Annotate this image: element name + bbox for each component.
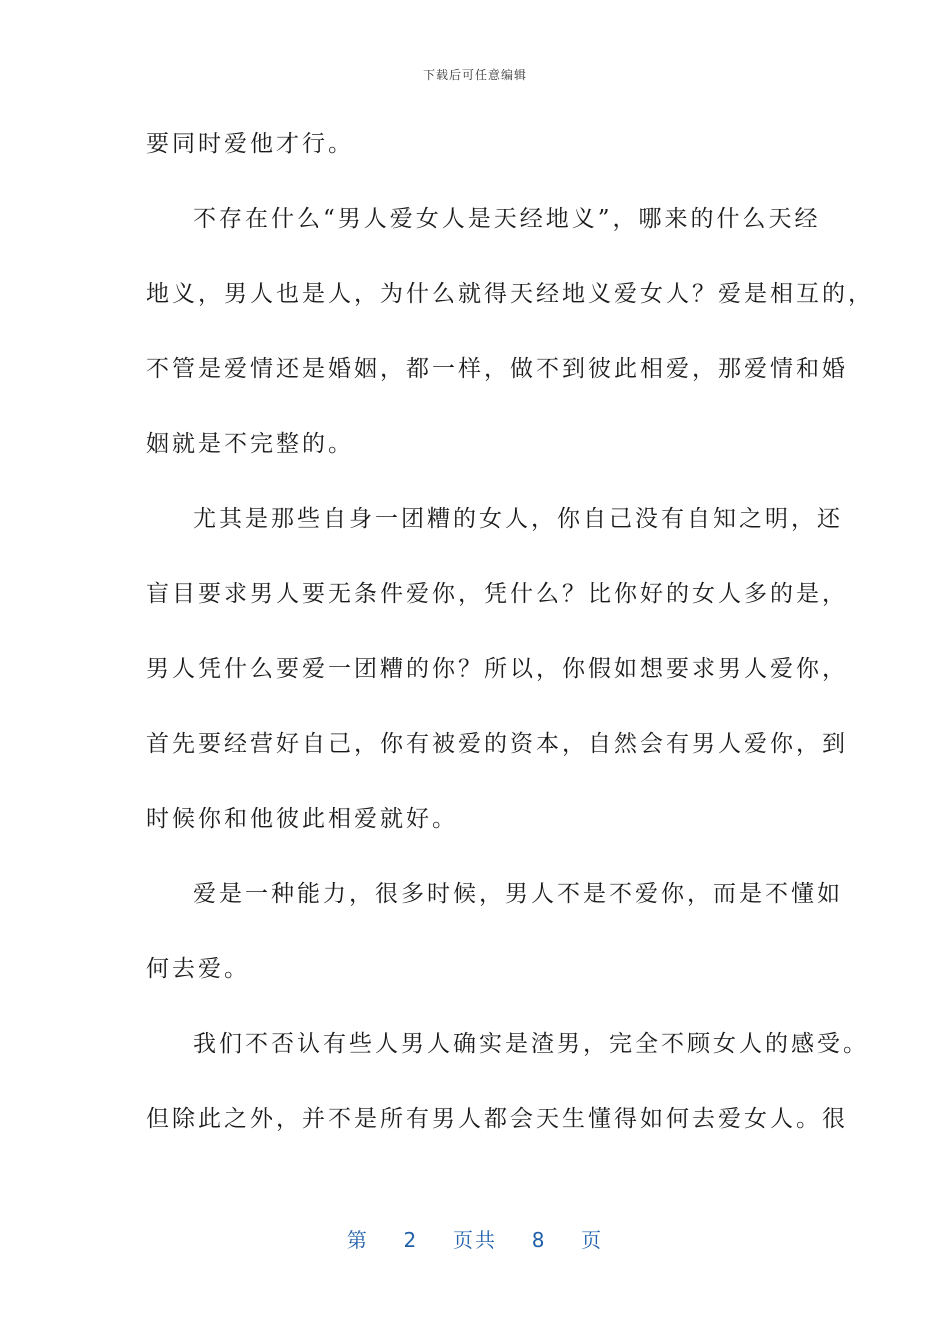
total-pages: 8 [531, 1228, 547, 1252]
body-line: 时候你和他彼此相爱就好。 [146, 806, 458, 832]
page-footer [0, 1224, 950, 1253]
page-mid: 页共 [453, 1228, 497, 1252]
body-line: 地义，男人也是人，为什么就得天经地义爱女人？爱是相互的， [146, 281, 874, 307]
header-note: 下载后可任意编辑 [422, 68, 527, 82]
page-suffix: 页 [581, 1228, 604, 1252]
page-prefix: 第 [346, 1228, 369, 1252]
body-line: 爱是一种能力，很多时候，男人不是不爱你，而是不懂如 [193, 881, 843, 907]
body-line: 不管是爱情还是婚姻，都一样，做不到彼此相爱，那爱情和婚 [146, 356, 848, 382]
body-line: 不存在什么“男人爱女人是天经地义”，哪来的什么天经 [193, 206, 821, 232]
body-line: 我们不否认有些人男人确实是渣男，完全不顾女人的感受。 [193, 1031, 869, 1057]
body-line: 盲目要求男人要无条件爱你，凭什么？比你好的女人多的是， [146, 581, 848, 607]
body-line: 姻就是不完整的。 [146, 431, 354, 457]
document-body [146, 118, 874, 1168]
body-line: 要同时爱他才行。 [146, 131, 354, 157]
body-line: 男人凭什么要爱一团糟的你？所以，你假如想要求男人爱你， [146, 656, 848, 682]
body-line: 尤其是那些自身一团糟的女人，你自己没有自知之明，还 [193, 506, 843, 532]
page-number: 2 [403, 1228, 419, 1252]
body-line: 但除此之外，并不是所有男人都会天生懂得如何去爱女人。很 [146, 1106, 848, 1132]
body-line: 首先要经营好自己，你有被爱的资本，自然会有男人爱你，到 [146, 731, 848, 757]
body-line: 何去爱。 [146, 956, 250, 982]
